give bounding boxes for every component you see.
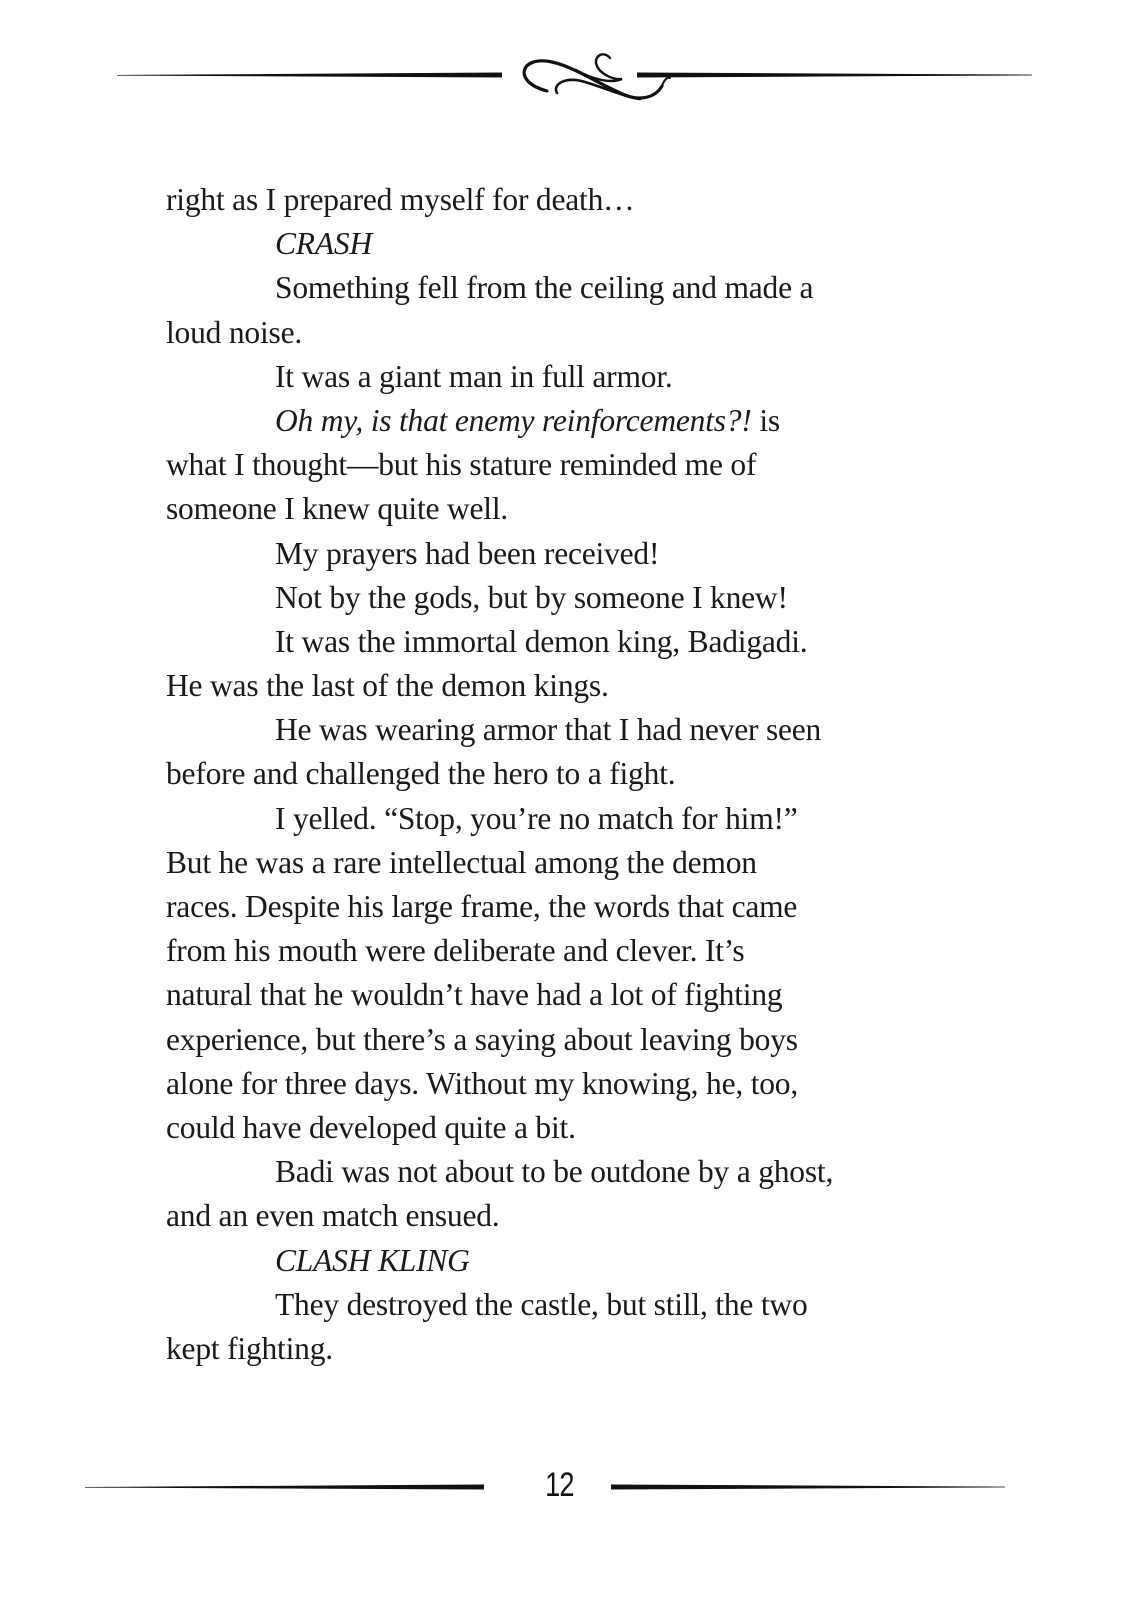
text-segment: Not by the gods, but by someone I knew! [275, 579, 788, 615]
text-segment: someone I knew quite well. [166, 491, 509, 527]
text-segment: is [751, 402, 780, 438]
header-ornament [0, 0, 1122, 120]
text-line [166, 664, 956, 708]
italic-text-segment: CLASH KLING [275, 1242, 470, 1278]
text-segment: natural that he wouldn’t have had a lot of fighting [166, 977, 783, 1013]
text-line [166, 752, 956, 796]
text-segment: He was wearing armor that I had never seen [275, 712, 822, 748]
text-segment: But he was a rare intellectual among the demon [166, 844, 757, 880]
page-body [166, 178, 956, 1371]
text-segment: My prayers had been received! [275, 535, 660, 571]
text-segment: before and challenged the hero to a fight. [166, 756, 676, 792]
text-segment: could have developed quite a bit. [166, 1109, 576, 1145]
text-line [166, 708, 956, 752]
text-line [166, 399, 956, 443]
text-line [166, 487, 956, 531]
text-line [166, 885, 956, 929]
text-segment: It was the immortal demon king, Badigadi. [275, 623, 808, 659]
text-line [166, 443, 956, 487]
text-segment: from his mouth were deliberate and clever. It’s [166, 933, 745, 969]
text-line [166, 222, 956, 266]
text-segment: and an even match ensued. [166, 1198, 500, 1234]
text-line [166, 841, 956, 885]
text-segment: races. Despite his large frame, the words that came [166, 889, 798, 924]
header-rule-right [637, 73, 1032, 78]
italic-text-segment: CRASH [275, 226, 372, 262]
text-line [166, 266, 956, 310]
text-line [166, 973, 956, 1017]
text-line [166, 1150, 956, 1194]
text-segment: alone for three days. Without my knowing, he, too, [166, 1065, 799, 1101]
text-segment: I yelled. “Stop, you’re no match for him!” [275, 800, 798, 836]
text-line [166, 929, 956, 973]
text-segment: what I thought—but his stature reminded me of [166, 447, 757, 483]
text-segment: loud noise. [166, 314, 303, 350]
text-line [166, 1018, 956, 1062]
text-segment: kept fighting. [166, 1330, 333, 1366]
text-line [166, 1327, 956, 1371]
text-segment: Badi was not about to be outdone by a ghost, [275, 1154, 834, 1190]
text-segment: experience, but there’s a saying about leaving boys [166, 1021, 798, 1057]
text-segment: They destroyed the castle, but still, the two [275, 1286, 808, 1322]
text-line [166, 1194, 956, 1238]
text-line [166, 1106, 956, 1150]
text-line [166, 532, 956, 576]
text-segment: It was a giant man in full armor. [275, 358, 673, 394]
text-segment: He was the last of the demon kings. [166, 668, 609, 704]
page-number: 12 [545, 1466, 574, 1504]
text-line [166, 311, 956, 355]
text-line [166, 797, 956, 841]
text-segment: Something fell from the ceiling and made a [275, 270, 814, 306]
text-line [166, 1239, 956, 1283]
text-line [166, 1283, 956, 1327]
text-line [166, 620, 956, 664]
text-segment: right as I prepared myself for death… [166, 182, 635, 217]
text-line [166, 576, 956, 620]
italic-text-segment: Oh my, is that enemy reinforcements?! [275, 402, 752, 438]
header-rule-left [117, 73, 502, 78]
text-line [166, 355, 956, 399]
text-line [166, 1062, 956, 1106]
text-line [166, 178, 956, 222]
